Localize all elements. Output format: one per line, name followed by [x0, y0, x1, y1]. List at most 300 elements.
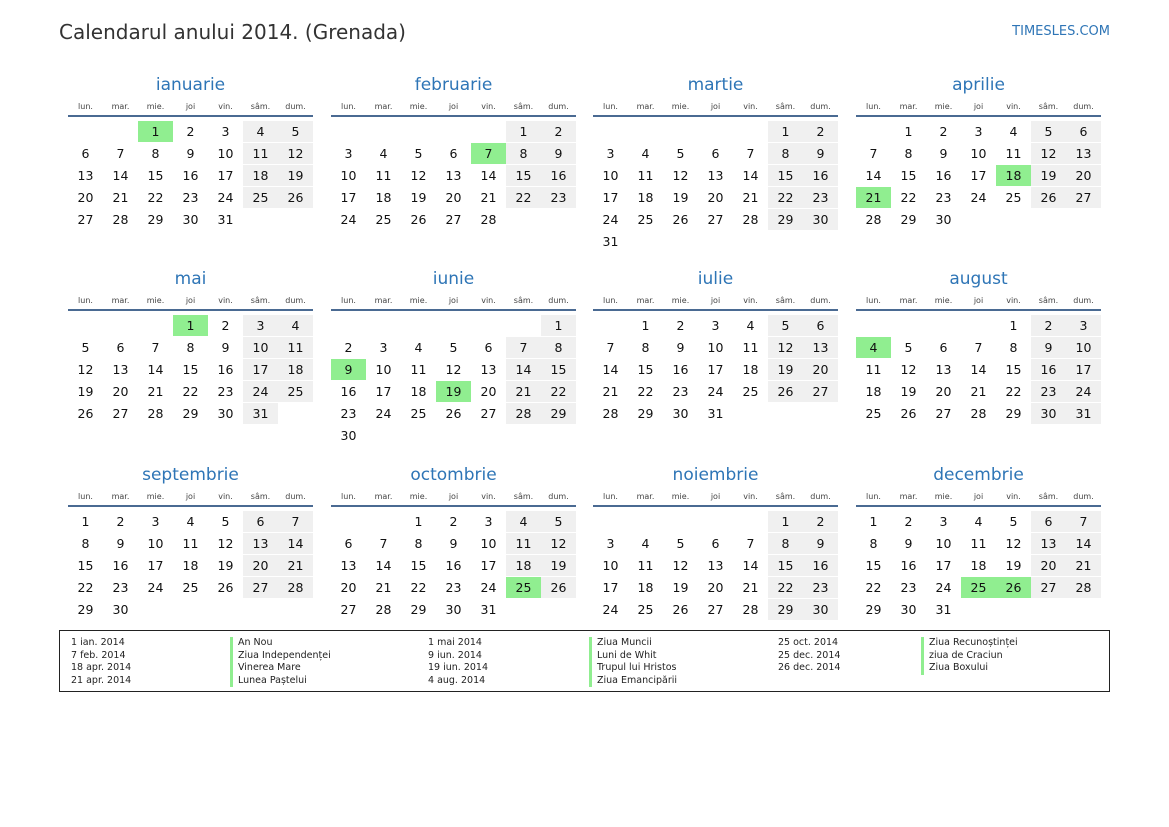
day-cell: 16: [340, 384, 357, 399]
day-cell: 16: [935, 168, 952, 183]
day-cell: 11: [375, 168, 392, 183]
day-cell: 20: [1066, 165, 1101, 186]
day-cell: 28: [602, 406, 619, 421]
weekday-label: lun.: [341, 102, 356, 111]
weekday-label: mar.: [899, 296, 918, 305]
day-cell: 9: [904, 536, 913, 551]
day-cell: 29: [147, 212, 164, 227]
weekday-label: vin.: [218, 296, 233, 305]
day-cell: 8: [1009, 340, 1018, 355]
weekday-label: dum.: [548, 102, 569, 111]
day-cell: 31: [707, 406, 724, 421]
day-cell: 1: [81, 514, 90, 529]
day-cell: 24: [147, 580, 164, 595]
day-cell: 10: [602, 558, 619, 573]
month-divider: [331, 505, 576, 507]
day-cell: 31: [1066, 403, 1101, 424]
weekday-label: lun.: [78, 102, 93, 111]
day-cell: 28: [375, 602, 392, 617]
legend-name-column: [921, 637, 1018, 675]
day-cell: 24: [480, 580, 497, 595]
weekday-label: lun.: [866, 492, 881, 501]
month-iulie: [593, 269, 838, 459]
weekday-label: lun.: [603, 492, 618, 501]
day-cell: 4: [641, 146, 650, 161]
day-cell: 23: [112, 580, 129, 595]
weekday-label: dum.: [548, 296, 569, 305]
day-cell: 7: [379, 536, 388, 551]
day-cell: 20: [340, 580, 357, 595]
day-cell: 26: [672, 212, 689, 227]
weekday-label: mie.: [934, 296, 953, 305]
day-cell: 15: [182, 362, 199, 377]
day-cell: 17: [243, 359, 278, 380]
weekday-label: vin.: [743, 492, 758, 501]
day-cell: 20: [803, 359, 838, 380]
day-cell: 13: [243, 533, 278, 554]
month-martie: [593, 75, 838, 265]
month-divider: [593, 115, 838, 117]
day-cell: 6: [711, 536, 720, 551]
day-cell: 21: [970, 384, 987, 399]
day-cell: 25: [182, 580, 199, 595]
day-cell: 5: [676, 146, 685, 161]
weekday-label: dum.: [285, 492, 306, 501]
weekday-label: dum.: [548, 492, 569, 501]
month-divider: [593, 505, 838, 507]
day-cell: 15: [1005, 362, 1022, 377]
day-cell: 10: [480, 536, 497, 551]
weekday-label: vin.: [481, 492, 496, 501]
holiday-day-cell: 25: [506, 577, 541, 598]
day-cell: 17: [935, 558, 952, 573]
day-cell: 29: [900, 212, 917, 227]
day-cell: 5: [768, 315, 803, 336]
day-cell: 18: [637, 190, 654, 205]
day-cell: 31: [243, 403, 278, 424]
day-cell: 14: [602, 362, 619, 377]
weekday-label: sâm.: [775, 492, 796, 501]
day-cell: 24: [1066, 381, 1101, 402]
weekday-label: sâm.: [1038, 492, 1059, 501]
day-cell: 16: [182, 168, 199, 183]
weekday-label: joi: [185, 296, 196, 305]
day-cell: 21: [1066, 555, 1101, 576]
day-cell: 13: [480, 362, 497, 377]
day-cell: 19: [672, 190, 689, 205]
weekday-label: sâm.: [513, 102, 534, 111]
day-cell: 12: [445, 362, 462, 377]
weekday-label: dum.: [1073, 296, 1094, 305]
day-cell: 11: [243, 143, 278, 164]
day-cell: 11: [865, 362, 882, 377]
day-cell: 25: [637, 602, 654, 617]
day-cell: 18: [970, 558, 987, 573]
day-cell: 13: [1031, 533, 1066, 554]
day-cell: 31: [935, 602, 952, 617]
day-cell: 11: [970, 536, 987, 551]
day-cell: 11: [182, 536, 199, 551]
day-cell: 27: [243, 577, 278, 598]
legend-holiday-name: Lunea Paștelui: [230, 675, 331, 688]
weekday-label: joi: [448, 102, 459, 111]
day-cell: 28: [147, 406, 164, 421]
day-cell: 6: [116, 340, 125, 355]
day-cell: 2: [676, 318, 685, 333]
weekday-label: mie.: [146, 102, 165, 111]
day-cell: 9: [116, 536, 125, 551]
day-cell: 30: [182, 212, 199, 227]
legend-holiday-name: Luni de Whit: [589, 650, 677, 663]
month-title: septembrie: [142, 465, 239, 485]
day-cell: 17: [340, 190, 357, 205]
legend-holiday-name: An Nou: [230, 637, 331, 650]
holiday-day-cell: 21: [856, 187, 891, 208]
day-cell: 21: [147, 384, 164, 399]
day-cell: 15: [865, 558, 882, 573]
day-cell: 10: [340, 168, 357, 183]
weekday-label: joi: [448, 296, 459, 305]
day-cell: 22: [900, 190, 917, 205]
day-cell: 12: [900, 362, 917, 377]
weekday-label: joi: [185, 102, 196, 111]
day-cell: 20: [935, 384, 952, 399]
day-cell: 16: [445, 558, 462, 573]
weekday-label: mar.: [636, 296, 655, 305]
day-cell: 27: [707, 602, 724, 617]
holiday-day-cell: 25: [961, 577, 996, 598]
site-link[interactable]: TIMESLES.COM: [1012, 24, 1110, 39]
weekday-label: vin.: [218, 492, 233, 501]
day-cell: 27: [707, 212, 724, 227]
day-cell: 5: [221, 514, 230, 529]
day-cell: 19: [900, 384, 917, 399]
day-cell: 8: [151, 146, 160, 161]
day-cell: 10: [375, 362, 392, 377]
weekday-label: sâm.: [775, 102, 796, 111]
weekday-label: vin.: [218, 102, 233, 111]
weekday-label: mie.: [146, 296, 165, 305]
day-cell: 13: [112, 362, 129, 377]
month-noiembrie: [593, 465, 838, 655]
day-cell: 27: [340, 602, 357, 617]
weekday-label: joi: [710, 492, 721, 501]
day-cell: 15: [77, 558, 94, 573]
legend-holiday-name: Trupul lui Hristos: [589, 662, 677, 675]
month-divider: [856, 115, 1101, 117]
day-cell: 2: [939, 124, 948, 139]
weekday-label: mie.: [146, 492, 165, 501]
day-cell: 15: [541, 359, 576, 380]
weekday-label: mie.: [934, 492, 953, 501]
day-cell: 18: [278, 359, 313, 380]
day-cell: 14: [1066, 533, 1101, 554]
weekday-label: dum.: [810, 296, 831, 305]
holiday-day-cell: 4: [856, 337, 891, 358]
day-cell: 18: [742, 362, 759, 377]
day-cell: 4: [379, 146, 388, 161]
day-cell: 7: [278, 511, 313, 532]
weekday-label: vin.: [481, 296, 496, 305]
legend-date-column: [71, 637, 131, 687]
day-cell: 31: [217, 212, 234, 227]
holiday-day-cell: 7: [471, 143, 506, 164]
day-cell: 16: [217, 362, 234, 377]
day-cell: 4: [506, 511, 541, 532]
month-title: noiembrie: [672, 465, 759, 485]
day-cell: 24: [243, 381, 278, 402]
day-cell: 14: [970, 362, 987, 377]
day-cell: 7: [869, 146, 878, 161]
month-ianuarie: [68, 75, 313, 265]
day-cell: 1: [768, 121, 803, 142]
weekday-label: joi: [448, 492, 459, 501]
day-cell: 10: [707, 340, 724, 355]
day-cell: 12: [672, 168, 689, 183]
day-cell: 8: [81, 536, 90, 551]
day-cell: 26: [77, 406, 94, 421]
day-cell: 29: [1005, 406, 1022, 421]
day-cell: 21: [742, 580, 759, 595]
month-divider: [856, 505, 1101, 507]
weekday-label: vin.: [743, 296, 758, 305]
weekday-label: lun.: [78, 492, 93, 501]
day-cell: 10: [1066, 337, 1101, 358]
day-cell: 21: [602, 384, 619, 399]
day-cell: 3: [939, 514, 948, 529]
legend-holiday-name: Ziua Boxului: [921, 662, 1018, 675]
day-cell: 29: [77, 602, 94, 617]
weekday-label: lun.: [603, 102, 618, 111]
month-divider: [68, 115, 313, 117]
month-title: aprilie: [952, 75, 1005, 95]
day-cell: 2: [449, 514, 458, 529]
day-cell: 20: [445, 190, 462, 205]
day-cell: 24: [707, 384, 724, 399]
holiday-day-cell: 1: [138, 121, 173, 142]
weekday-label: dum.: [1073, 102, 1094, 111]
legend-holiday-name: Ziua Independenței: [230, 650, 331, 663]
day-cell: 9: [1031, 337, 1066, 358]
month-septembrie: [68, 465, 313, 655]
weekday-label: joi: [710, 102, 721, 111]
weekday-label: joi: [973, 492, 984, 501]
day-cell: 11: [1005, 146, 1022, 161]
day-cell: 8: [506, 143, 541, 164]
day-cell: 12: [672, 558, 689, 573]
day-cell: 7: [151, 340, 160, 355]
legend-holiday-name: Ziua Recunoștinței: [921, 637, 1018, 650]
day-cell: 19: [672, 580, 689, 595]
weekday-label: mie.: [671, 102, 690, 111]
day-cell: 18: [375, 190, 392, 205]
day-cell: 2: [1031, 315, 1066, 336]
weekday-label: dum.: [1073, 492, 1094, 501]
legend-date: 26 dec. 2014: [778, 662, 841, 673]
month-title: mai: [174, 269, 207, 289]
day-cell: 27: [480, 406, 497, 421]
day-cell: 16: [672, 362, 689, 377]
month-title: decembrie: [933, 465, 1024, 485]
day-cell: 31: [602, 234, 619, 249]
day-cell: 3: [1066, 315, 1101, 336]
month-divider: [856, 309, 1101, 311]
day-cell: 29: [182, 406, 199, 421]
day-cell: 1: [869, 514, 878, 529]
day-cell: 30: [935, 212, 952, 227]
day-cell: 27: [1066, 187, 1101, 208]
day-cell: 24: [602, 602, 619, 617]
month-august: [856, 269, 1101, 459]
day-cell: 28: [1066, 577, 1101, 598]
day-cell: 15: [768, 165, 803, 186]
day-cell: 8: [186, 340, 195, 355]
weekday-label: mie.: [409, 102, 428, 111]
day-cell: 5: [1031, 121, 1066, 142]
day-cell: 16: [803, 165, 838, 186]
day-cell: 15: [900, 168, 917, 183]
month-title: februarie: [414, 75, 493, 95]
day-cell: 15: [147, 168, 164, 183]
day-cell: 5: [676, 536, 685, 551]
day-cell: 20: [1031, 555, 1066, 576]
legend-date: 25 dec. 2014: [778, 649, 841, 661]
day-cell: 16: [803, 555, 838, 576]
day-cell: 2: [803, 511, 838, 532]
day-cell: 7: [746, 146, 755, 161]
day-cell: 4: [278, 315, 313, 336]
day-cell: 28: [112, 212, 129, 227]
day-cell: 17: [147, 558, 164, 573]
holiday-day-cell: 19: [436, 381, 471, 402]
day-cell: 18: [637, 580, 654, 595]
day-cell: 26: [672, 602, 689, 617]
day-cell: 2: [221, 318, 230, 333]
day-cell: 23: [445, 580, 462, 595]
day-cell: 29: [768, 209, 803, 230]
day-cell: 8: [869, 536, 878, 551]
day-cell: 21: [112, 190, 129, 205]
day-cell: 3: [711, 318, 720, 333]
day-cell: 6: [1066, 121, 1101, 142]
day-cell: 3: [606, 146, 615, 161]
day-cell: 3: [974, 124, 983, 139]
weekday-label: mar.: [899, 492, 918, 501]
day-cell: 5: [278, 121, 313, 142]
day-cell: 5: [904, 340, 913, 355]
weekday-label: mar.: [899, 102, 918, 111]
day-cell: 17: [217, 168, 234, 183]
day-cell: 5: [1009, 514, 1018, 529]
day-cell: 14: [742, 558, 759, 573]
legend-date: 19 iun. 2014: [428, 662, 489, 673]
day-cell: 8: [768, 143, 803, 164]
weekday-label: mie.: [409, 492, 428, 501]
weekday-label: mie.: [671, 296, 690, 305]
day-cell: 3: [243, 315, 278, 336]
day-cell: 19: [1031, 165, 1066, 186]
legend-date: 4 aug. 2014: [428, 674, 486, 686]
day-cell: 13: [707, 168, 724, 183]
day-cell: 3: [344, 146, 353, 161]
day-cell: 25: [1005, 190, 1022, 205]
day-cell: 26: [1031, 187, 1066, 208]
day-cell: 30: [112, 602, 129, 617]
day-cell: 6: [484, 340, 493, 355]
legend-holiday-name: Ziua Muncii: [589, 637, 677, 650]
day-cell: 3: [151, 514, 160, 529]
day-cell: 17: [480, 558, 497, 573]
day-cell: 26: [900, 406, 917, 421]
day-cell: 9: [803, 533, 838, 554]
day-cell: 26: [445, 406, 462, 421]
day-cell: 6: [711, 146, 720, 161]
day-cell: 25: [375, 212, 392, 227]
day-cell: 10: [147, 536, 164, 551]
day-cell: 11: [278, 337, 313, 358]
day-cell: 10: [935, 536, 952, 551]
legend-name-column: [589, 637, 677, 687]
day-cell: 14: [278, 533, 313, 554]
day-cell: 15: [637, 362, 654, 377]
day-cell: 9: [803, 143, 838, 164]
day-cell: 27: [77, 212, 94, 227]
day-cell: 10: [602, 168, 619, 183]
weekday-label: sâm.: [1038, 102, 1059, 111]
weekday-label: lun.: [341, 296, 356, 305]
day-cell: 3: [484, 514, 493, 529]
month-aprilie: [856, 75, 1101, 265]
weekday-label: joi: [710, 296, 721, 305]
weekday-label: dum.: [285, 296, 306, 305]
day-cell: 11: [506, 533, 541, 554]
day-cell: 21: [480, 190, 497, 205]
legend-date-column: [778, 637, 840, 675]
weekday-label: mar.: [636, 492, 655, 501]
day-cell: 4: [414, 340, 423, 355]
legend-date: 18 apr. 2014: [71, 662, 132, 673]
day-cell: 24: [375, 406, 392, 421]
day-cell: 12: [410, 168, 427, 183]
day-cell: 23: [900, 580, 917, 595]
day-cell: 29: [865, 602, 882, 617]
day-cell: 6: [449, 146, 458, 161]
legend-holiday-name: Ziua Emancipării: [589, 675, 677, 688]
day-cell: 6: [939, 340, 948, 355]
weekday-label: vin.: [481, 102, 496, 111]
day-cell: 18: [243, 165, 278, 186]
day-cell: 7: [506, 337, 541, 358]
day-cell: 20: [243, 555, 278, 576]
day-cell: 29: [541, 403, 576, 424]
weekday-label: sâm.: [513, 296, 534, 305]
day-cell: 22: [865, 580, 882, 595]
day-cell: 5: [81, 340, 90, 355]
day-cell: 4: [641, 536, 650, 551]
day-cell: 14: [865, 168, 882, 183]
day-cell: 22: [506, 187, 541, 208]
day-cell: 21: [375, 580, 392, 595]
day-cell: 20: [480, 384, 497, 399]
weekday-label: mie.: [934, 102, 953, 111]
day-cell: 18: [410, 384, 427, 399]
month-divider: [68, 309, 313, 311]
day-cell: 13: [935, 362, 952, 377]
day-cell: 16: [112, 558, 129, 573]
day-cell: 9: [541, 143, 576, 164]
legend-date-column: [428, 637, 488, 687]
day-cell: 23: [672, 384, 689, 399]
